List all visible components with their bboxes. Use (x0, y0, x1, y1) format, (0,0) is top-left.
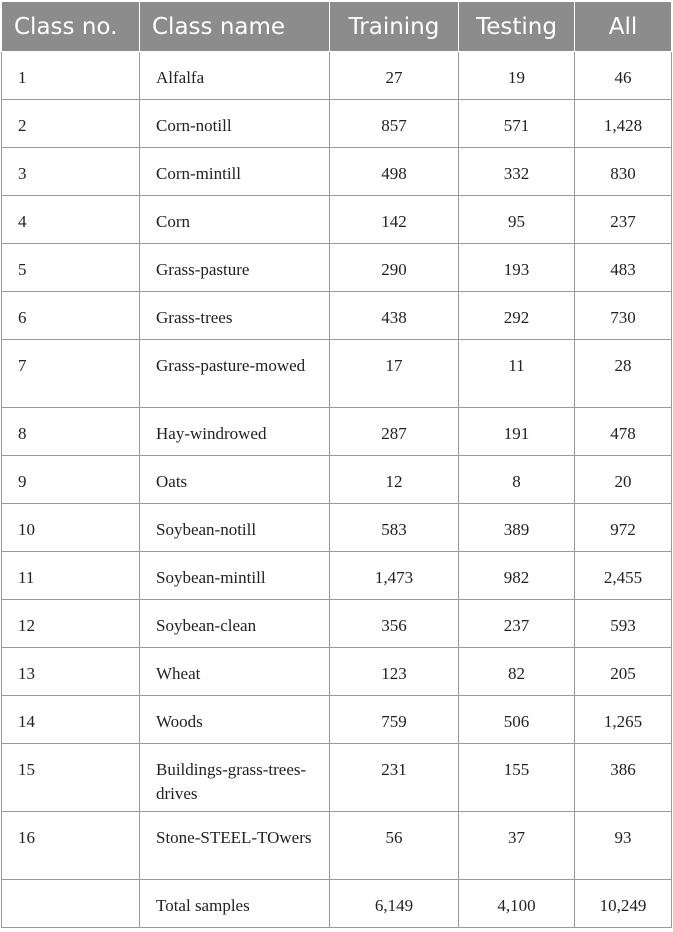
cell-class-name: Alfalfa (140, 52, 330, 100)
cell-testing: 19 (459, 52, 575, 100)
cell-testing: 237 (459, 600, 575, 648)
cell-all: 2,455 (575, 552, 672, 600)
cell-all: 386 (575, 744, 672, 812)
cell-testing: 193 (459, 244, 575, 292)
cell-class-name: Stone-STEEL-TOwers (140, 812, 330, 880)
table-row (2, 600, 672, 648)
cell-all: 830 (575, 148, 672, 196)
cell-class-no: 7 (2, 340, 140, 408)
cell-class-name: Woods (140, 696, 330, 744)
cell-training: 6,149 (330, 880, 459, 928)
header-all: All (575, 2, 672, 52)
cell-class-name: Soybean-mintill (140, 552, 330, 600)
cell-class-name: Hay-windrowed (140, 408, 330, 456)
cell-class-name: Soybean-clean (140, 600, 330, 648)
cell-all: 730 (575, 292, 672, 340)
cell-testing: 95 (459, 196, 575, 244)
cell-class-no: 4 (2, 196, 140, 244)
cell-all: 1,265 (575, 696, 672, 744)
cell-class-no: 1 (2, 52, 140, 100)
cell-training: 231 (330, 744, 459, 812)
cell-class-no: 13 (2, 648, 140, 696)
table-row (2, 196, 672, 244)
cell-all: 478 (575, 408, 672, 456)
cell-training: 498 (330, 148, 459, 196)
header-class-no: Class no. (2, 2, 140, 52)
cell-all: 93 (575, 812, 672, 880)
cell-testing: 11 (459, 340, 575, 408)
cell-training: 438 (330, 292, 459, 340)
cell-testing: 571 (459, 100, 575, 148)
cell-all: 46 (575, 52, 672, 100)
cell-class-name: Grass-pasture-mowed (140, 340, 330, 408)
cell-testing: 8 (459, 456, 575, 504)
cell-class-name: Buildings-grass-trees-drives (140, 744, 330, 812)
header-training: Training (330, 2, 459, 52)
cell-training: 1,473 (330, 552, 459, 600)
cell-training: 356 (330, 600, 459, 648)
cell-testing: 82 (459, 648, 575, 696)
table-row (2, 244, 672, 292)
cell-training: 142 (330, 196, 459, 244)
table-row (2, 696, 672, 744)
cell-all: 593 (575, 600, 672, 648)
table-row (2, 880, 672, 928)
table-body (2, 52, 672, 928)
cell-class-name: Wheat (140, 648, 330, 696)
cell-all: 10,249 (575, 880, 672, 928)
cell-class-no (2, 880, 140, 928)
header-row (2, 2, 672, 52)
table-row (2, 456, 672, 504)
cell-class-no: 15 (2, 744, 140, 812)
cell-all: 20 (575, 456, 672, 504)
cell-testing: 4,100 (459, 880, 575, 928)
cell-all: 483 (575, 244, 672, 292)
cell-class-no: 8 (2, 408, 140, 456)
cell-testing: 389 (459, 504, 575, 552)
cell-class-name: Total samples (140, 880, 330, 928)
header-class-name: Class name (140, 2, 330, 52)
table-row (2, 100, 672, 148)
table-row (2, 552, 672, 600)
cell-class-name: Corn (140, 196, 330, 244)
cell-class-no: 5 (2, 244, 140, 292)
cell-training: 27 (330, 52, 459, 100)
cell-all: 237 (575, 196, 672, 244)
cell-training: 12 (330, 456, 459, 504)
cell-class-name: Corn-mintill (140, 148, 330, 196)
cell-training: 759 (330, 696, 459, 744)
cell-training: 583 (330, 504, 459, 552)
table-row (2, 648, 672, 696)
cell-class-no: 9 (2, 456, 140, 504)
class-samples-table (1, 1, 672, 928)
cell-testing: 191 (459, 408, 575, 456)
cell-training: 287 (330, 408, 459, 456)
table-row (2, 504, 672, 552)
cell-class-no: 12 (2, 600, 140, 648)
table-row (2, 148, 672, 196)
cell-class-no: 3 (2, 148, 140, 196)
cell-testing: 982 (459, 552, 575, 600)
cell-class-no: 11 (2, 552, 140, 600)
cell-testing: 292 (459, 292, 575, 340)
cell-class-name: Grass-trees (140, 292, 330, 340)
cell-class-no: 6 (2, 292, 140, 340)
cell-testing: 506 (459, 696, 575, 744)
table-row (2, 52, 672, 100)
cell-testing: 37 (459, 812, 575, 880)
cell-class-no: 16 (2, 812, 140, 880)
cell-class-name: Soybean-notill (140, 504, 330, 552)
cell-all: 1,428 (575, 100, 672, 148)
cell-training: 17 (330, 340, 459, 408)
cell-class-no: 10 (2, 504, 140, 552)
header-testing: Testing (459, 2, 575, 52)
cell-all: 205 (575, 648, 672, 696)
table-row (2, 340, 672, 408)
cell-testing: 332 (459, 148, 575, 196)
cell-training: 56 (330, 812, 459, 880)
cell-training: 123 (330, 648, 459, 696)
table-row (2, 744, 672, 812)
cell-testing: 155 (459, 744, 575, 812)
cell-class-name: Corn-notill (140, 100, 330, 148)
cell-class-no: 14 (2, 696, 140, 744)
cell-training: 290 (330, 244, 459, 292)
cell-training: 857 (330, 100, 459, 148)
cell-class-no: 2 (2, 100, 140, 148)
cell-class-name: Oats (140, 456, 330, 504)
cell-class-name: Grass-pasture (140, 244, 330, 292)
table-row (2, 812, 672, 880)
table-row (2, 408, 672, 456)
cell-all: 972 (575, 504, 672, 552)
table-row (2, 292, 672, 340)
cell-all: 28 (575, 340, 672, 408)
